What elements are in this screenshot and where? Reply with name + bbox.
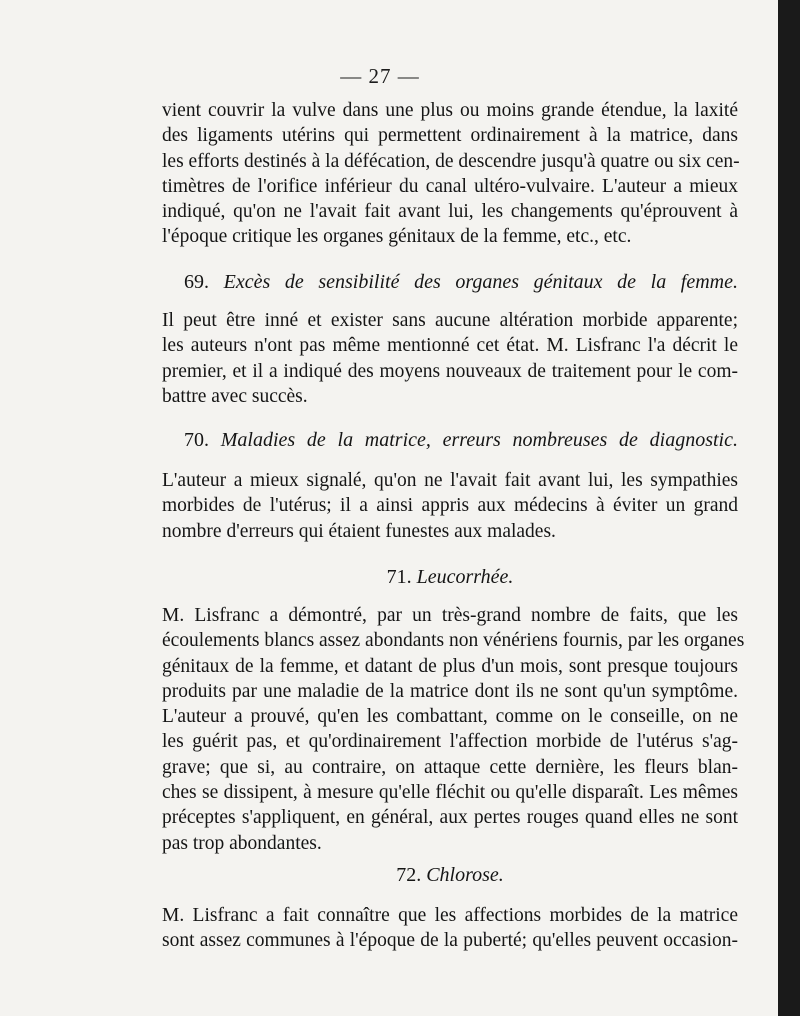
text-line: timètres de l'orifice inférieur du canal ultéro-vulvaire. L'auteur a mieux: [162, 175, 738, 197]
text-line: préceptes s'appliquent, en général, aux pertes rouges quand elles ne sont: [162, 807, 738, 829]
section-number: 71.: [386, 566, 412, 588]
section-heading-72: [162, 864, 738, 887]
section-title: Chlorose.: [426, 864, 504, 886]
text-line: battre avec succès.: [162, 385, 308, 407]
text-line: nombre d'erreurs qui étaient funestes aux malades.: [162, 520, 556, 542]
text-line: sont assez communes à l'époque de la puberté; qu'elles peuvent occasion-: [162, 930, 738, 952]
text-line: les guérit pas, et qu'ordinairement l'affection morbide de l'utérus s'ag-: [162, 731, 738, 753]
text-line: L'auteur a prouvé, qu'en les combattant, comme on le conseille, on ne: [162, 706, 738, 728]
text-line: ches se dissipent, à mesure qu'elle fléchit ou qu'elle disparaît. Les mêmes: [162, 782, 738, 804]
section-number: 72.: [396, 864, 422, 886]
text-line: Il peut être inné et exister sans aucune altération morbide apparente;: [162, 310, 738, 331]
text-line: des ligaments utérins qui permettent ordinairement à la matrice, dans: [162, 125, 738, 147]
paragraph-69: [162, 308, 738, 409]
text-line: écoulements blancs assez abondants non vénériens fournis, par les organes: [162, 630, 745, 652]
section-title: Maladies de la matrice, erreurs nombreuses de diagnostic.: [220, 429, 738, 451]
page-number: — 27 —: [340, 64, 420, 88]
text-line: premier, et il a indiqué des moyens nouveaux de traitement pour le com-: [162, 360, 738, 382]
section-title: Leucorrhée.: [416, 566, 514, 588]
paragraph-71: [162, 603, 745, 856]
text-line: morbides de l'utérus; il a ainsi appris aux médecins à éviter un grand: [162, 495, 738, 517]
text-line: grave; que si, au contraire, on attaque cette dernière, les fleurs blan-: [162, 756, 738, 778]
text-line: L'auteur a mieux signalé, qu'on ne l'avait fait avant lui, les sympathies: [162, 470, 738, 491]
paragraph-72: [162, 903, 738, 954]
paragraph-continuation: [162, 98, 738, 250]
section-heading-71: [162, 566, 738, 589]
text-line: M. Lisfranc a fait connaître que les affections morbides de la matrice: [162, 905, 738, 926]
text-line: M. Lisfranc a démontré, par un très-grand nombre de faits, que les: [162, 605, 738, 626]
section-number: 70.: [184, 429, 209, 451]
text-line: les auteurs n'ont pas même mentionné cet état. M. Lisfranc l'a décrit le: [162, 335, 738, 357]
text-line: vient couvrir la vulve dans une plus ou moins grande étendue, la laxité: [162, 100, 738, 121]
text-line: pas trop abondantes.: [162, 832, 322, 854]
section-heading-70: [162, 429, 738, 452]
text-line: indiqué, qu'on ne l'avait fait avant lui, les changements qu'éprouvent à: [162, 201, 738, 223]
section-title: Excès de sensibilité des organes génitaux de la femme.: [223, 271, 738, 293]
paragraph-70: [162, 468, 738, 544]
text-line: l'époque critique les organes génitaux de la femme, etc., etc.: [162, 226, 632, 248]
text-line: produits par une maladie de la matrice dont ils ne sont qu'un symptôme.: [162, 680, 738, 702]
text-line: génitaux de la femme, et datant de plus d'un mois, sont presque toujours: [162, 655, 738, 677]
section-number: 69.: [184, 271, 209, 293]
text-line: les efforts destinés à la défécation, de descendre jusqu'à quatre ou six cen-: [162, 150, 740, 172]
section-heading-69: [162, 271, 738, 294]
